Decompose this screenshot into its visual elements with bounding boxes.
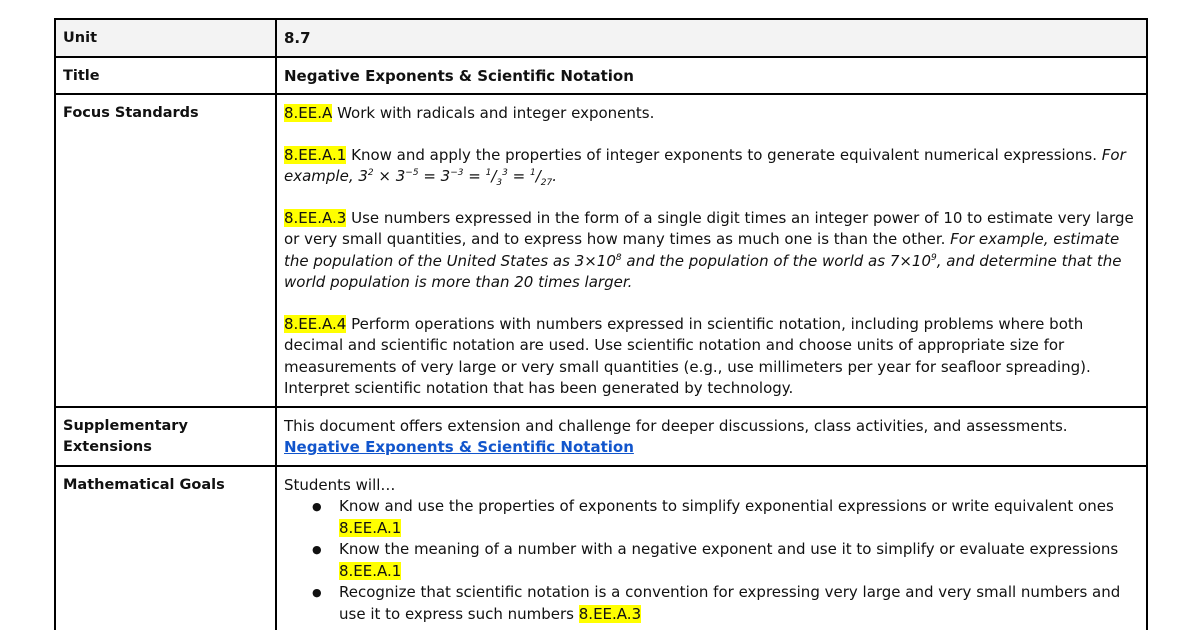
unit-row [55, 19, 1147, 57]
list-item: ● Know the meaning of a number with a negative exponent and use it to simplify or evaluate expressions 8.EE.A.1 [339, 539, 1139, 582]
goals-list [284, 496, 1139, 625]
standard-8-ee-a-1 [284, 145, 1139, 188]
focus-standards-row [55, 94, 1147, 407]
supplementary-extensions-label: Supplementary Extensions [55, 407, 276, 466]
standard-text: Perform operations with numbers expressed in scientific notation, including problems where both decimal and scientific notation are used. Use scientific notation and choose units of appropriate size for measurements of very large or very small quantities (e.g., use millimeters per year for seafloor spreading). Interpret scientific notation that has been generated by technology. [284, 314, 1091, 397]
unit-overview-table [54, 18, 1148, 630]
standard-text: Know and apply the properties of integer exponents to generate equivalent numerical expressions. [346, 145, 1102, 164]
standard-8-ee-a-3 [284, 208, 1139, 294]
standard-8-ee-a-4 [284, 314, 1139, 400]
standard-text: Use numbers expressed in the form of a single digit times an integer power of 10 to estimate very large or very small quantities, and to express how many times as much one is than the other. [284, 208, 1134, 248]
title-row [55, 57, 1147, 95]
supplementary-text: This document offers extension and challenge for deeper discussions, class activities, and assessments. [284, 416, 1068, 435]
standard-code: 8.EE.A.1 [339, 561, 402, 580]
focus-standards-label: Focus Standards [55, 94, 276, 407]
title-value: Negative Exponents & Scientific Notation [276, 57, 1147, 95]
supplementary-extensions-content [276, 407, 1147, 466]
focus-standards-content [276, 94, 1147, 407]
supplementary-extensions-row [55, 407, 1147, 466]
standard-code: 8.EE.A.3 [578, 604, 642, 623]
standard-code: 8.EE.A.4 [284, 314, 347, 333]
mathematical-goals-row [55, 466, 1147, 630]
standard-example: For example, estimate the population of the United States as $3\times 10^8$ and the population of the world as $7\times 10^9$, and determine that the world population is more than 20 times larger. [284, 230, 1122, 291]
title-label: Title [55, 57, 276, 95]
list-item: ● Know and use the properties of exponents to simplify exponential expressions or write equivalent ones 8.EE.A.1 [339, 496, 1139, 539]
unit-label: Unit [55, 19, 276, 57]
standard-example: For example, $3^2 \times 3^{-5} = 3^{-3} = ^1/_3^3 = ^1/_{27}$. [284, 145, 1126, 188]
standard-code: 8.EE.A.1 [339, 518, 402, 537]
list-item: ● Recognize that scientific notation is a convention for expressing very large and very small numbers and use it to express such numbers 8.EE.A.3 [339, 582, 1139, 625]
mathematical-goals-label: Mathematical Goals [55, 466, 276, 630]
standard-code: 8.EE.A [284, 104, 333, 122]
standard-code: 8.EE.A.1 [284, 145, 347, 164]
standard-code: 8.EE.A.3 [284, 208, 347, 227]
mathematical-goals-content [276, 466, 1147, 630]
standard-8-ee-a [284, 103, 1139, 125]
supplementary-document-link[interactable]: Negative Exponents & Scientific Notation [284, 438, 634, 456]
standard-text: Work with radicals and integer exponents. [332, 104, 655, 122]
goals-intro: Students will… [284, 475, 396, 494]
unit-value: 8.7 [276, 19, 1147, 57]
